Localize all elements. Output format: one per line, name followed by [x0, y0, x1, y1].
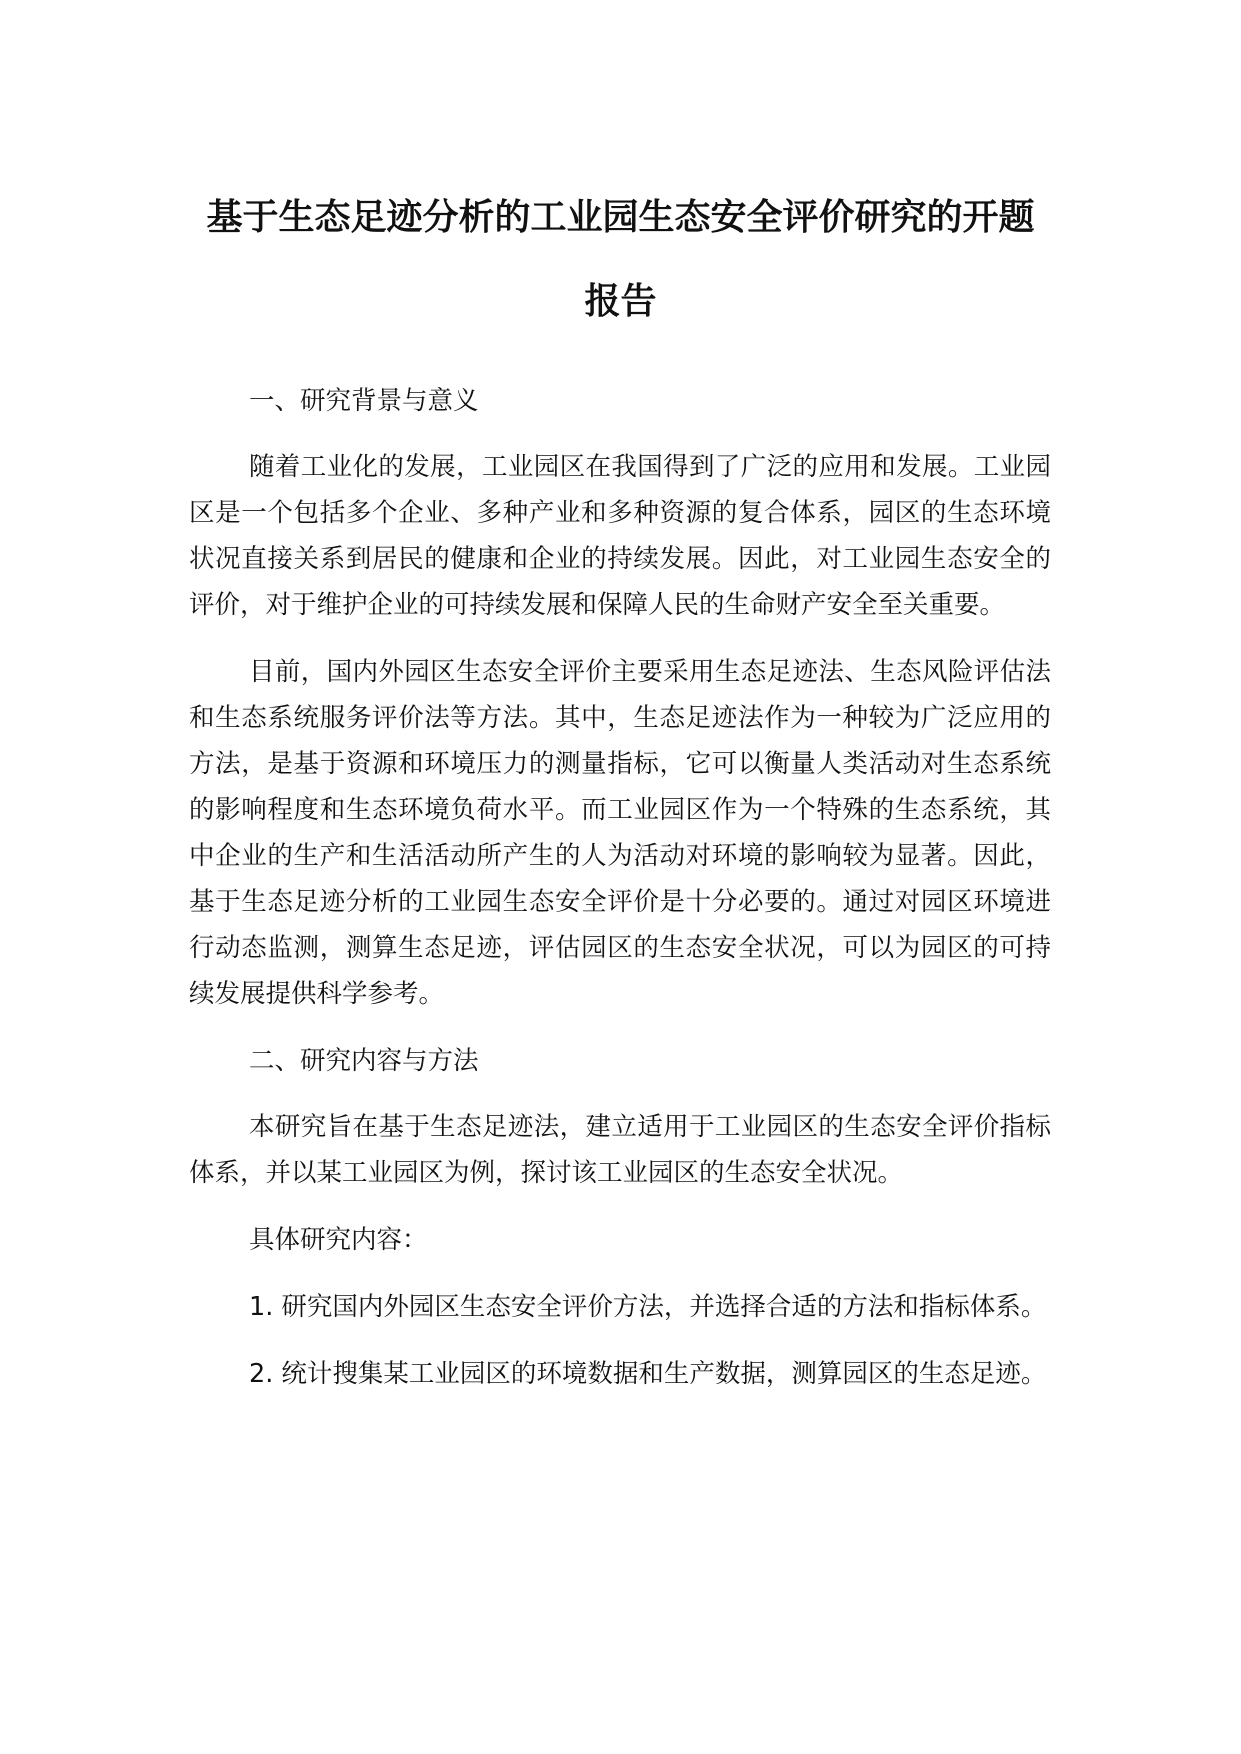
section-heading-background: 一、研究背景与意义 [249, 386, 479, 416]
document-body [189, 378, 1051, 1418]
list-item-1: 1. 研究国内外园区生态安全评价方法，并选择合适的方法和指标体系。 [249, 1292, 1047, 1322]
document-title: 基于生态足迹分析的工业园生态安全评价研究的开题报告 [206, 197, 1035, 322]
paragraph-current-methods: 目前，国内外园区生态安全评价主要采用生态足迹法、生态风险评估法和生态系统服务评价法等方法。其中，生态足迹法作为一种较为广泛应用的方法，是基于资源和环境压力的测量指标，它可以衡量人类活动对生态系统的影响程度和生态环境负荷水平。而工业园区作为一个特殊的生态系统，其中企业的生产和生活活动所产生的人为活动对环境的影响较为显著。因此，基于生态足迹分析的工业园生态安全评价是十分必要的。通过对园区环境进行动态监测，测算生态足迹，评估园区的生态安全状况，可以为园区的可持续发展提供科学参考。 [189, 657, 1051, 1009]
paragraph-background: 随着工业化的发展，工业园区在我国得到了广泛的应用和发展。工业园区是一个包括多个企业、多种产业和多种资源的复合体系，园区的生态环境状况直接关系到居民的健康和企业的持续发展。因此，对工业园生态安全的评价，对于维护企业的可持续发展和保障人民的生命财产安全至关重要。 [189, 452, 1051, 620]
list-item-2: 2. 统计搜集某工业园区的环境数据和生产数据，测算园区的生态足迹。 [249, 1359, 1047, 1389]
paragraph-research-content-label: 具体研究内容： [249, 1225, 428, 1255]
paragraph-research-aim: 本研究旨在基于生态足迹法，建立适用于工业园区的生态安全评价指标体系，并以某工业园区为例，探讨该工业园区的生态安全状况。 [189, 1112, 1051, 1188]
section-heading-content-methods: 二、研究内容与方法 [249, 1046, 479, 1076]
